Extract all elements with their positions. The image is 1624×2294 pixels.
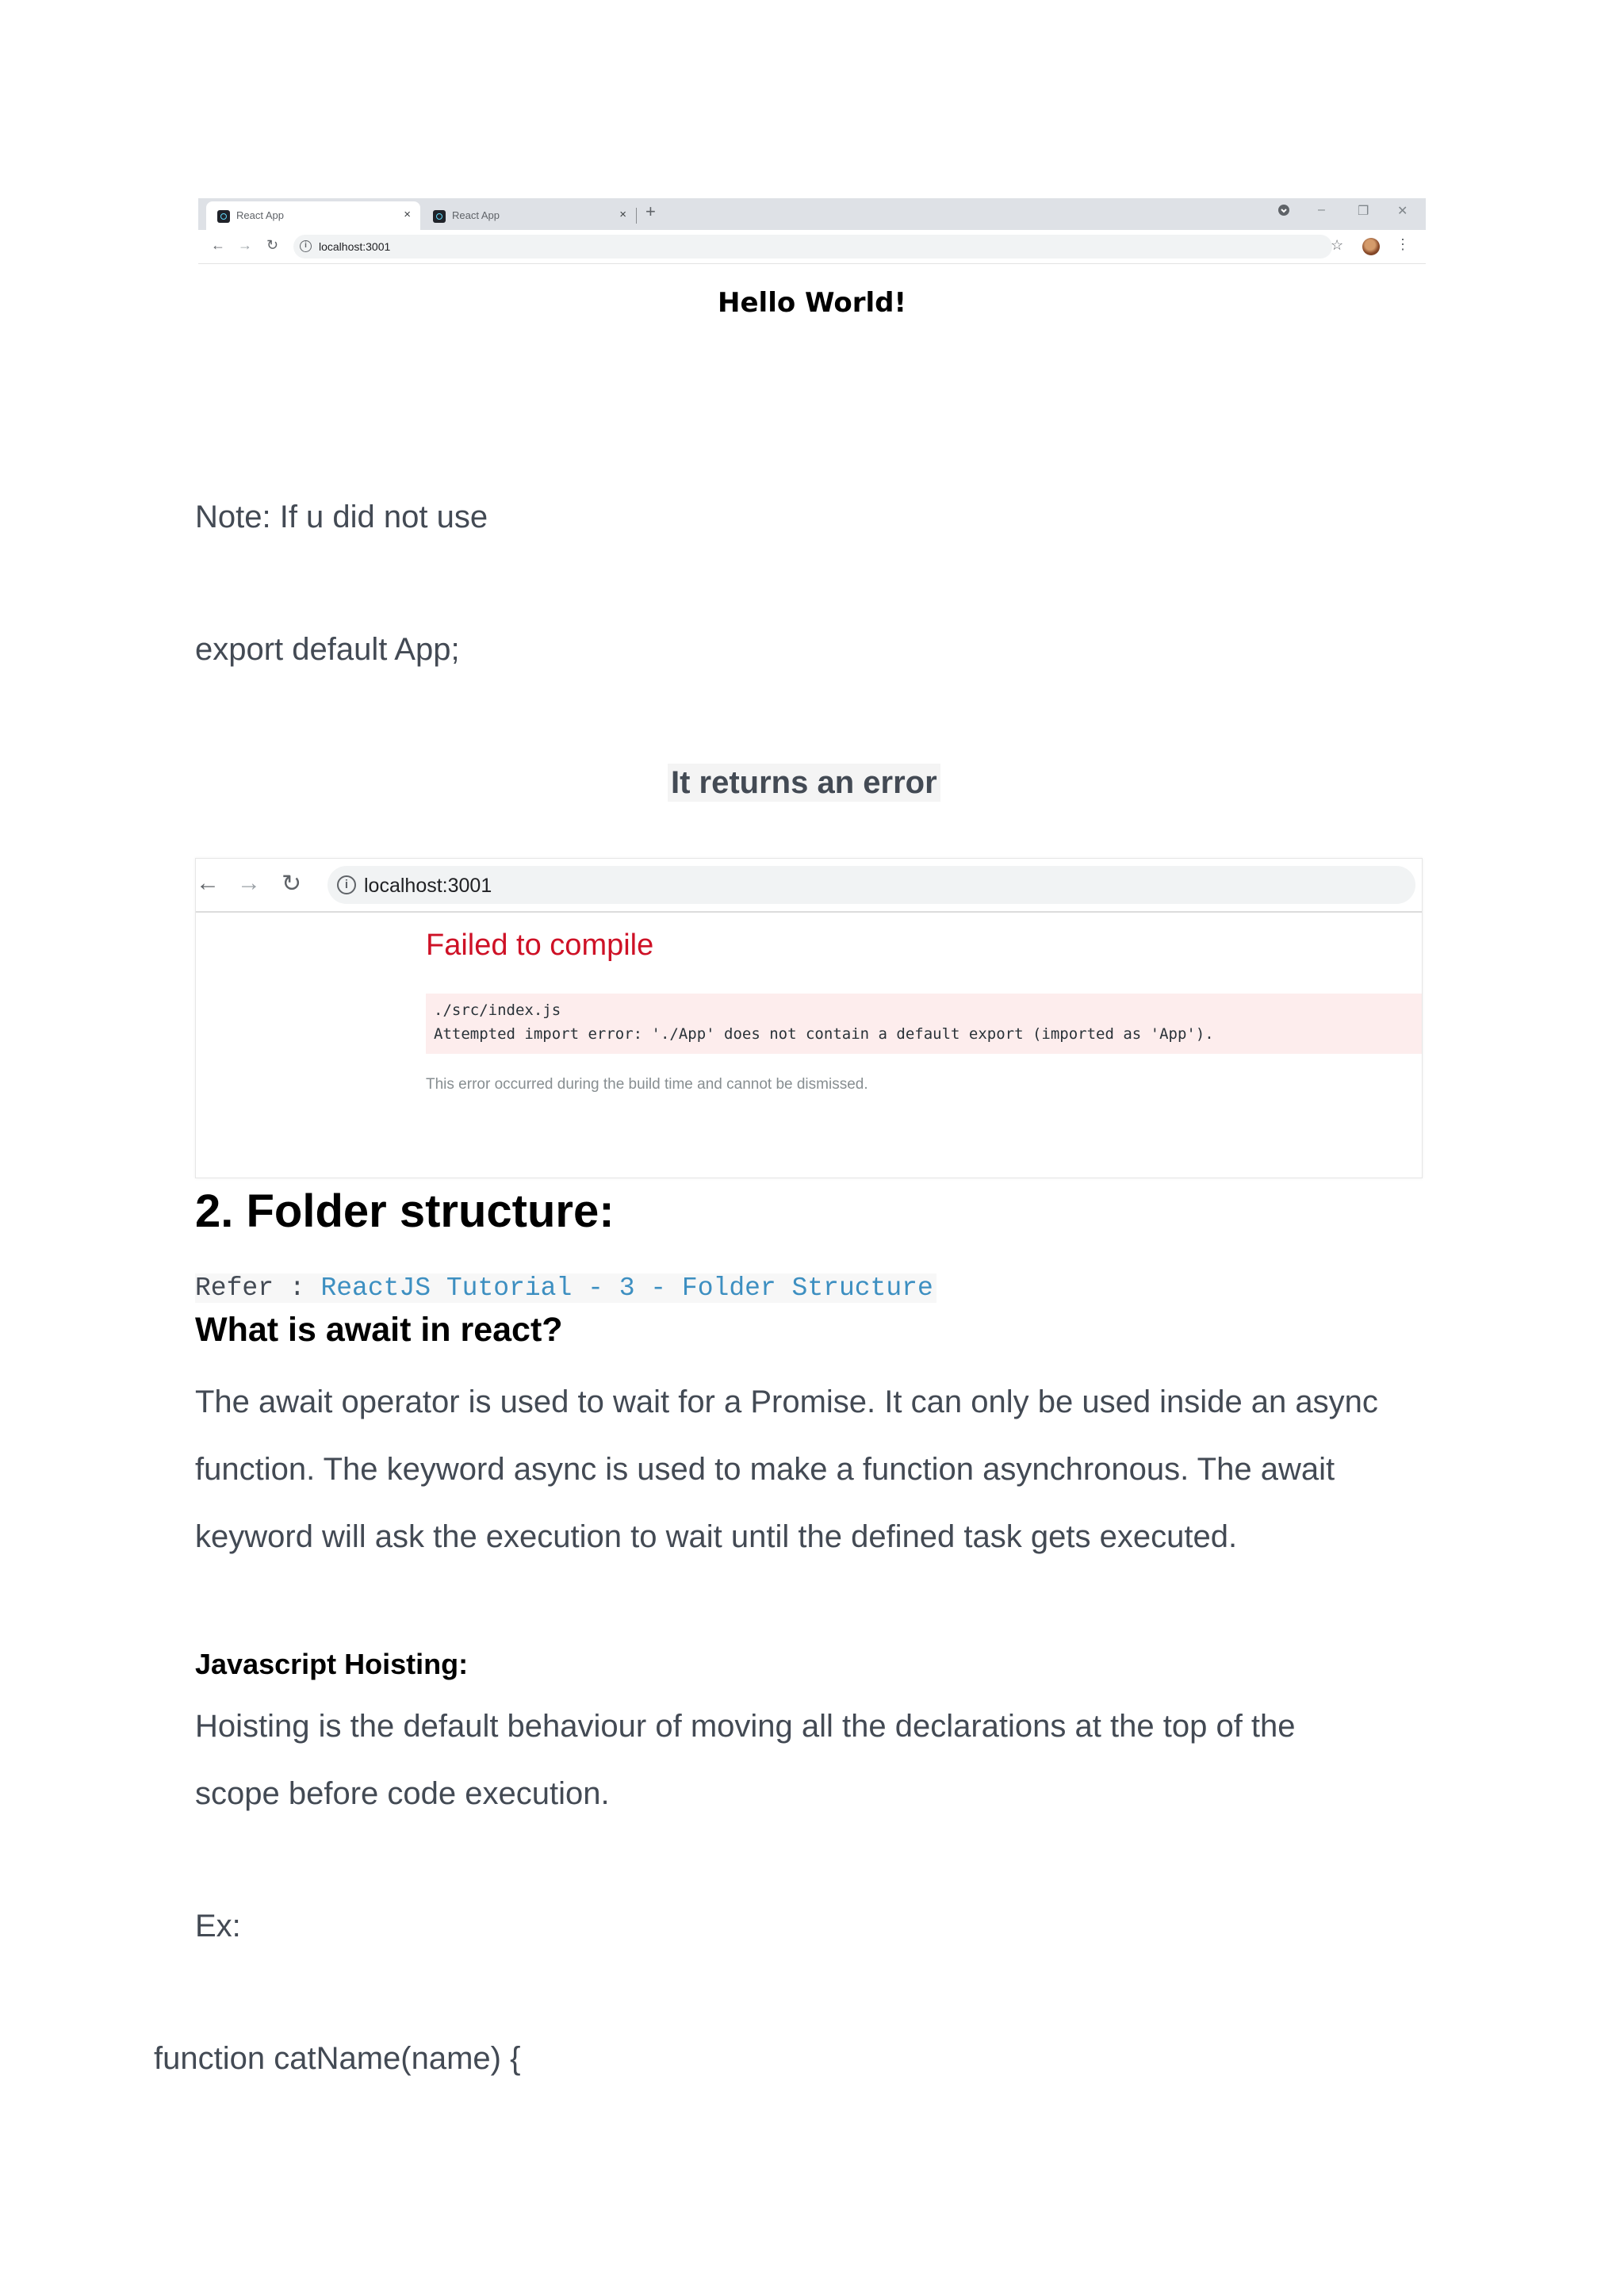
back-arrow-icon[interactable]: ←	[211, 237, 225, 253]
forward-arrow-icon[interactable]: →	[237, 870, 261, 896]
bookmark-star-icon[interactable]: ☆	[1331, 237, 1344, 253]
code-line-export: export default App;	[195, 632, 460, 667]
error-file-path: ./src/index.js	[434, 1001, 561, 1019]
address-url: localhost:3001	[364, 875, 492, 897]
info-icon[interactable]: i	[300, 240, 312, 252]
extension-icon[interactable]	[1277, 203, 1291, 221]
await-paragraph-line: The await operator is used to wait for a Promise. It can only be used inside an async	[195, 1384, 1378, 1419]
hoisting-paragraph-line: Hoisting is the default behaviour of moving all the declarations at the top of the	[195, 1709, 1296, 1744]
code-line-function: function catName(name) {	[154, 2041, 521, 2076]
address-bar[interactable]	[293, 235, 1332, 259]
await-paragraph-line: keyword will ask the execution to wait until the defined task gets executed.	[195, 1519, 1238, 1554]
hoisting-paragraph-line: scope before code execution.	[195, 1776, 610, 1811]
note-line: Note: If u did not use	[195, 500, 488, 534]
browser-toolbar	[198, 230, 1426, 264]
error-heading: It returns an error	[668, 764, 940, 802]
kebab-menu-icon[interactable]: ⋮	[1396, 236, 1410, 252]
profile-avatar[interactable]	[1362, 238, 1380, 255]
error-message: Attempted import error: './App' does not contain a default export (imported as 'App').	[434, 1025, 1214, 1043]
forward-arrow-icon[interactable]: →	[238, 237, 252, 253]
back-arrow-icon[interactable]: ←	[196, 870, 220, 896]
tab-react-app-1[interactable]	[206, 201, 420, 230]
address-bar[interactable]	[327, 866, 1415, 904]
react-favicon-icon	[433, 210, 446, 223]
address-url: localhost:3001	[319, 240, 391, 253]
info-icon[interactable]: i	[337, 875, 356, 894]
tab-title: React App	[452, 209, 500, 221]
error-footer-note: This error occurred during the build time and cannot be dismissed.	[426, 1076, 868, 1093]
close-icon[interactable]: ×	[619, 208, 626, 221]
close-icon[interactable]: ×	[404, 208, 411, 221]
example-label: Ex:	[195, 1909, 241, 1944]
restore-icon[interactable]: ❐	[1358, 205, 1369, 218]
error-message-box	[426, 994, 1422, 1054]
tab-strip	[198, 198, 1426, 230]
tab-title: React App	[236, 209, 284, 221]
browser-toolbar	[196, 859, 1422, 913]
reload-icon[interactable]: ↻	[282, 871, 302, 897]
hoisting-heading: Javascript Hoisting:	[195, 1648, 469, 1680]
minimize-icon[interactable]: –	[1318, 203, 1325, 216]
window-close-icon[interactable]: ✕	[1397, 205, 1408, 218]
refer-prefix: Refer :	[195, 1273, 321, 1303]
compile-error-title: Failed to compile	[426, 929, 654, 962]
reload-icon[interactable]: ↻	[266, 237, 279, 253]
tab-react-app-2[interactable]	[422, 201, 636, 230]
refer-line	[195, 1273, 936, 1303]
react-favicon-icon	[217, 210, 230, 223]
hello-world-heading: Hello World!	[718, 287, 906, 319]
await-heading: What is await in react?	[195, 1311, 563, 1349]
section-heading-folder-structure: 2. Folder structure:	[195, 1185, 615, 1237]
new-tab-icon[interactable]: +	[645, 201, 656, 221]
browser-screenshot-error	[195, 858, 1423, 1178]
tutorial-link[interactable]: ReactJS Tutorial - 3 - Folder Structure	[320, 1273, 933, 1303]
await-paragraph-line: function. The keyword async is used to make a function asynchronous. The await	[195, 1452, 1335, 1487]
browser-screenshot-hello	[198, 198, 1426, 266]
tab-separator	[636, 208, 637, 224]
